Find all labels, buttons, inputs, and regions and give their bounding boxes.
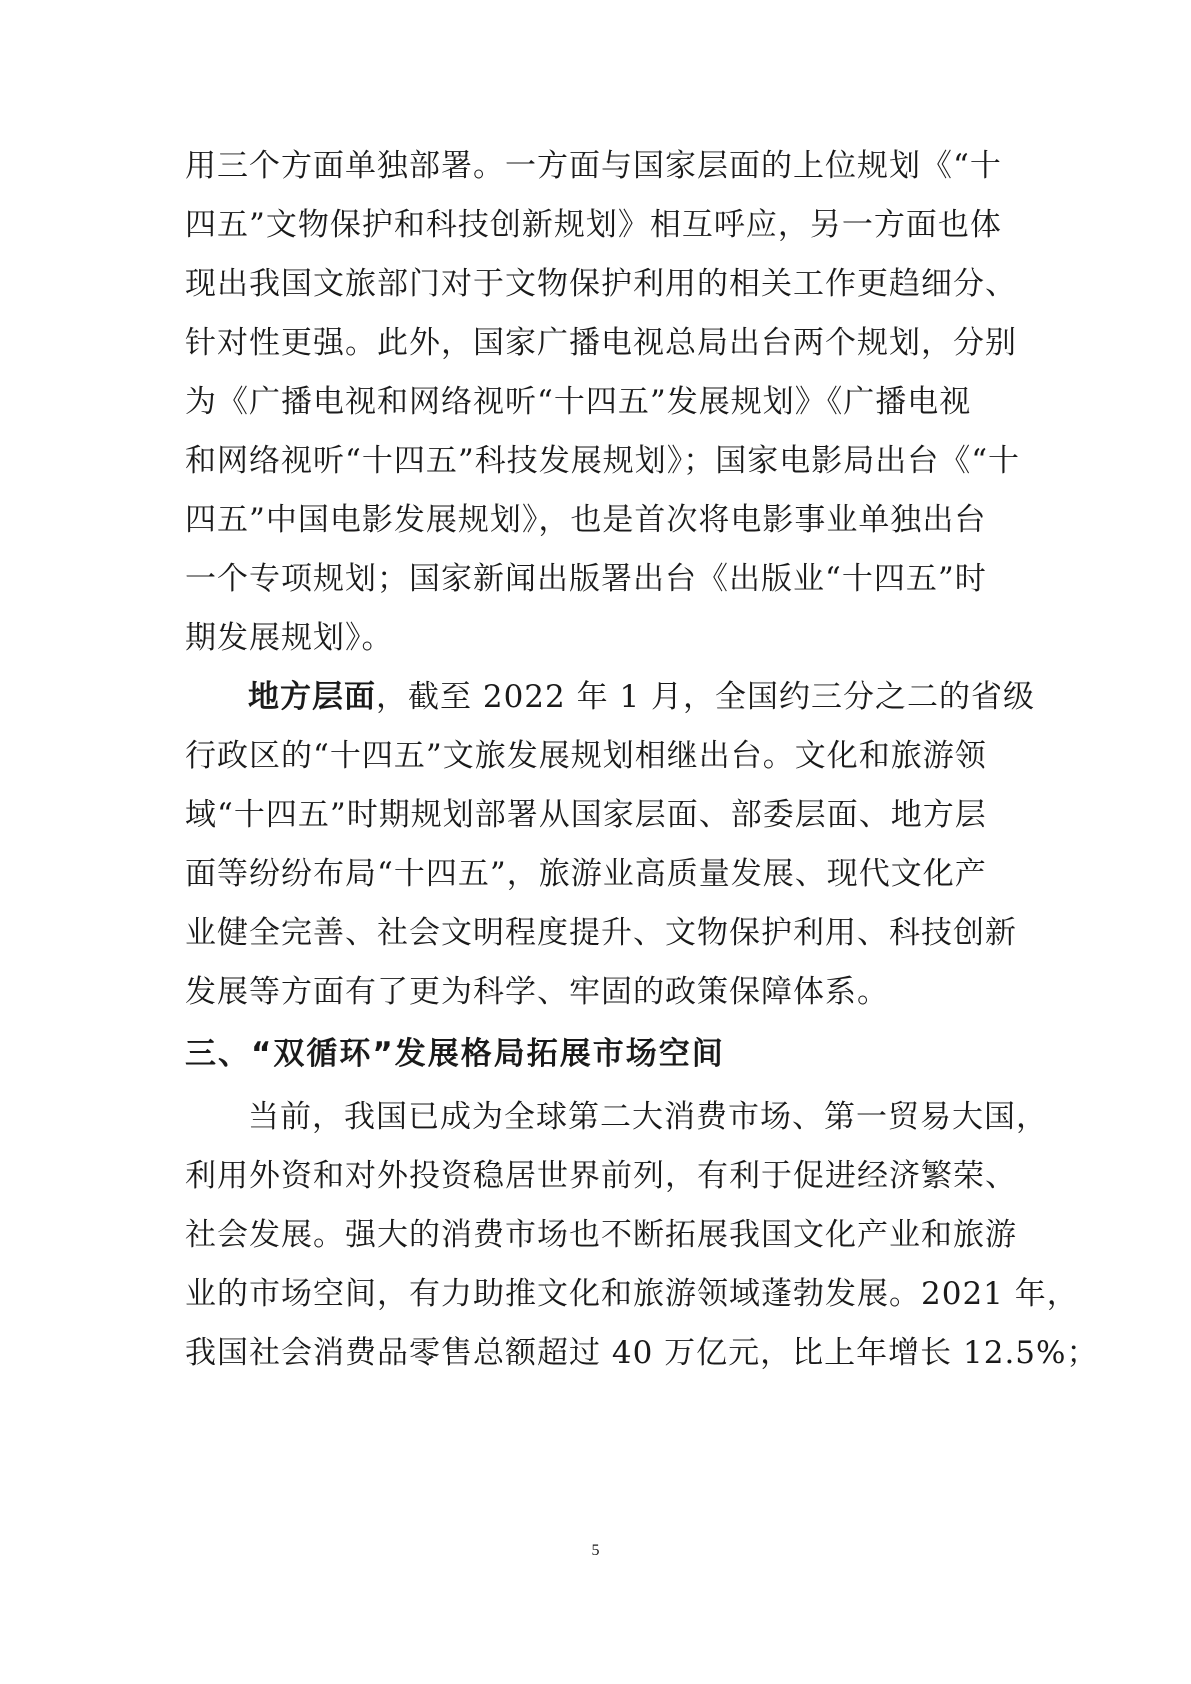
paragraph-1-line-3: 现出我国文旅部门对于文物保护利用的相关工作更趋细分、 <box>185 266 1017 302</box>
paragraph-1-line-4: 针对性更强。此外，国家广播电视总局出台两个规划，分别 <box>185 325 1017 361</box>
paragraph-1-line-7: 四五”中国电影发展规划》，也是首次将电影事业单独出台 <box>185 502 987 538</box>
paragraph-1-line-9: 期发展规划》。 <box>185 620 394 656</box>
paragraph-3-line-3: 社会发展。强大的消费市场也不断拓展我国文化产业和旅游 <box>185 1217 1017 1253</box>
paragraph-1-line-2: 四五”文物保护和科技创新规划》相互呼应，另一方面也体 <box>185 207 1002 243</box>
paragraph-1-line-8: 一个专项规划；国家新闻出版署出台《出版业“十四五”时 <box>185 561 987 597</box>
paragraph-3-line-1: 当前，我国已成为全球第二大消费市场、第一贸易大国， <box>248 1099 1048 1135</box>
page-number: 5 <box>591 1542 600 1559</box>
paragraph-2-line-6: 发展等方面有了更为科学、牢固的政策保障体系。 <box>185 974 889 1010</box>
paragraph-2-line-4: 面等纷纷布局“十四五”，旅游业高质量发展、现代文化产 <box>185 856 987 892</box>
paragraph-2-first-line-rest: ，截至 2022 年 1 月，全国约三分之二的省级 <box>376 679 1036 715</box>
paragraph-1-line-5: 为《广播电视和网络视听“十四五”发展规划》《广播电视 <box>185 384 972 420</box>
paragraph-1-line-6: 和网络视听“十四五”科技发展规划》；国家电影局出台《“十 <box>185 443 1021 479</box>
paragraph-3-line-4: 业的市场空间，有力助推文化和旅游领域蓬勃发展。2021 年， <box>185 1276 1079 1312</box>
paragraph-2-line-3: 域“十四五”时期规划部署从国家层面、部委层面、地方层 <box>185 797 987 833</box>
paragraph-2-line-5: 业健全完善、社会文明程度提升、文物保护利用、科技创新 <box>185 915 1017 951</box>
paragraph-2-line-1 <box>248 670 1036 724</box>
section-heading: 三、“双循环”发展格局拓展市场空间 <box>185 1036 725 1072</box>
paragraph-3-line-2: 利用外资和对外投资稳居世界前列，有利于促进经济繁荣、 <box>185 1158 1017 1194</box>
paragraph-1-line-1: 用三个方面单独部署。一方面与国家层面的上位规划《“十 <box>185 148 1002 184</box>
paragraph-3-line-5: 我国社会消费品零售总额超过 40 万亿元，比上年增长 12.5%； <box>185 1335 1099 1371</box>
paragraph-2-lead: 地方层面 <box>248 679 376 715</box>
paragraph-2-line-2: 行政区的“十四五”文旅发展规划相继出台。文化和旅游领 <box>185 738 987 774</box>
